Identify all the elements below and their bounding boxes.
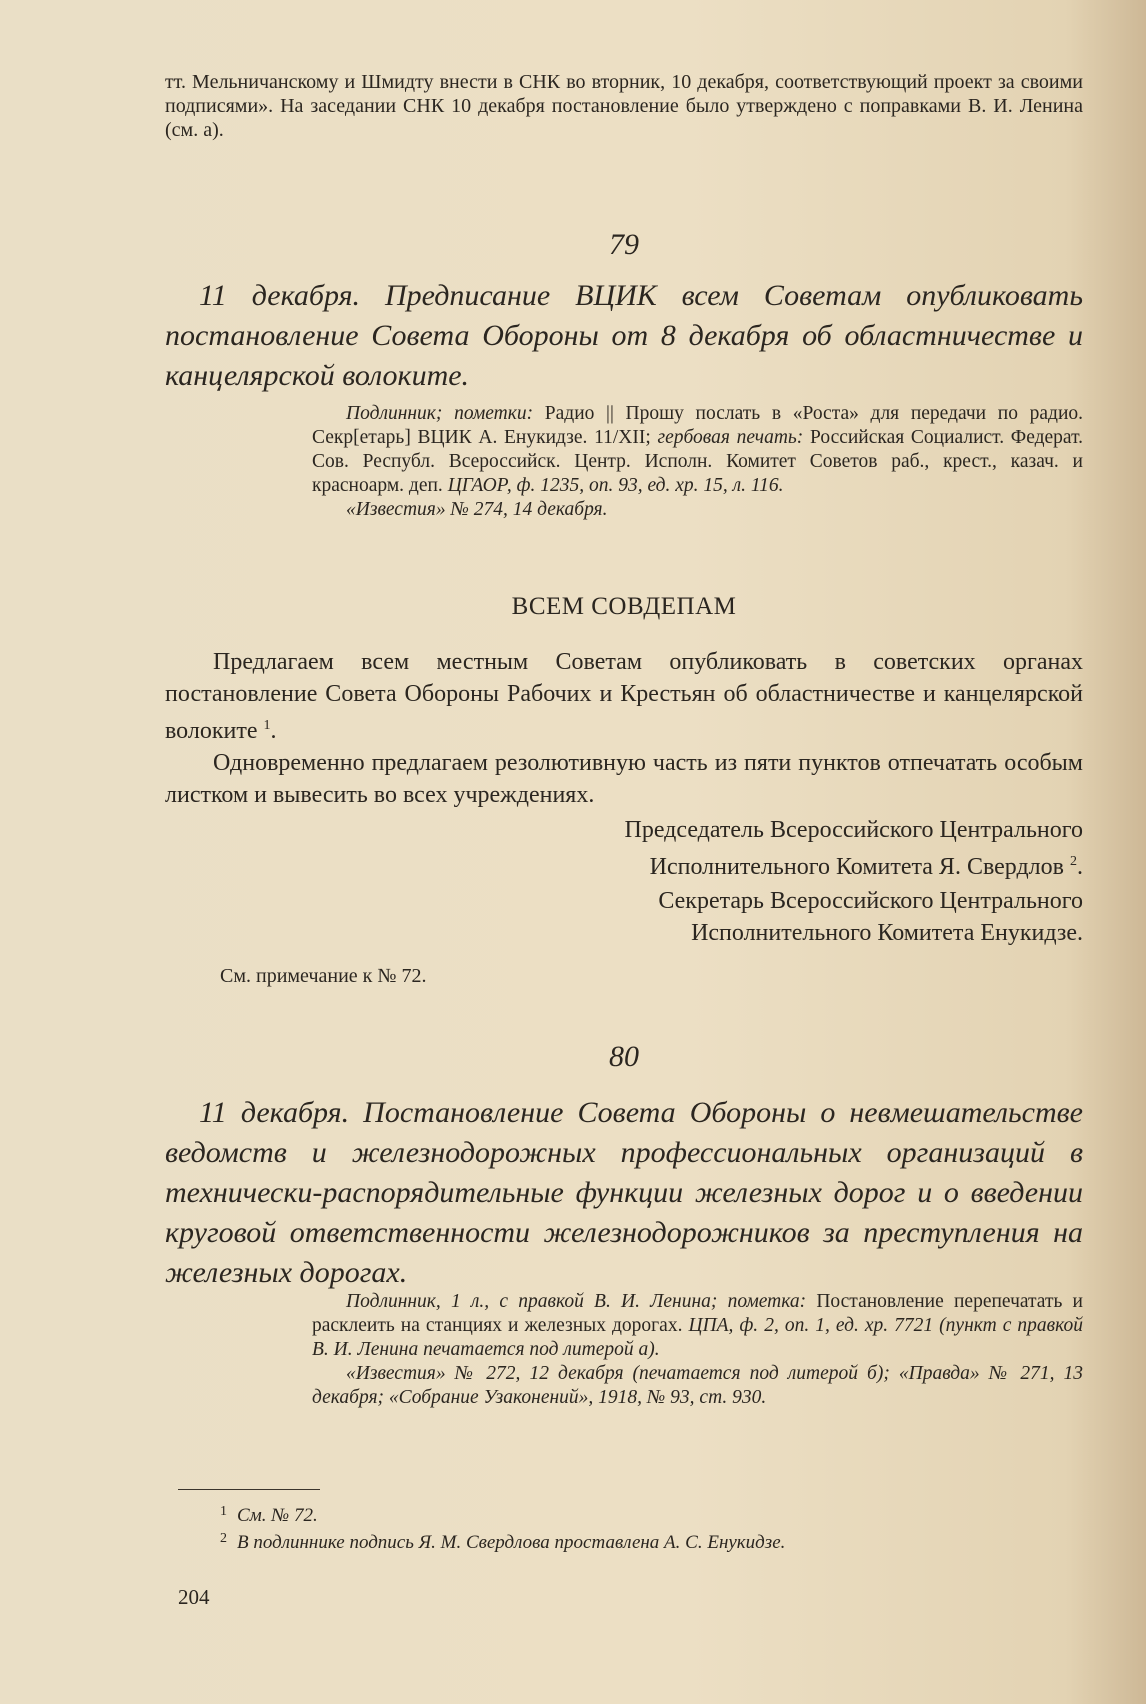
body-paragraph: Предлагаем всем местным Советам опубликовать в советских органах постановление Совета Обороны Рабочих и Крестьян об областничестве и канцелярской волоките $^1$.	[165, 649, 1083, 744]
document-body-79	[165, 646, 1083, 811]
footnote-1: $^1$ См. № 72.	[220, 1504, 318, 1526]
archive-reference: ЦПА, ф. 2, оп. 1, ед. хр. 7721 (пункт с правкой В. И. Ленина печатается под литерой а).	[312, 1315, 1083, 1360]
document-title: ВСЕМ СОВДЕПАМ	[511, 593, 737, 620]
document-number-79: 79	[609, 228, 639, 261]
source-note-79	[312, 402, 1083, 522]
source-text: Радио || Прошу послать в «Роста» для передачи по радио. Секр[етарь] ВЦИК А. Енукидзе. 11/XII;	[312, 403, 1084, 448]
source-text: Постановление перепечатать и расклеить на станциях и железных дорогах.	[312, 1291, 1083, 1336]
cross-reference-note: См. примечание к № 72.	[220, 965, 427, 987]
document-number-80: 80	[609, 1040, 639, 1073]
publication-reference: «Известия» № 272, 12 декабря (печатается под литерой б); «Правда» № 271, 13 декабря; «Собрание Узаконений», 1918, № 93, ст. 930.	[312, 1363, 1083, 1408]
footnote-ref: 1	[263, 718, 271, 733]
footnote-divider	[178, 1489, 320, 1490]
signature-chairman: Председатель Всероссийского Центрального Исполнительного Комитета Я. Свердлов $^2$.	[624, 817, 1083, 880]
document-heading-79: 11 декабря. Предписание ВЦИК всем Советам опубликовать постановление Совета Обороны от 8 декабря об областничестве и канцелярской волоките.	[165, 279, 1083, 392]
footnote-2: $^2$ В подлиннике подпись Я. М. Свердлова проставлена А. С. Енукидзе.	[220, 1531, 786, 1553]
source-label: Подлинник; пометки:	[346, 403, 534, 424]
archive-reference: ЦГАОР, ф. 1235, оп. 93, ед. хр. 15, л. 116.	[447, 475, 784, 496]
page-number: 204	[178, 1585, 210, 1609]
source-label: гербовая печать:	[657, 427, 804, 448]
source-text: Российская Социалист. Федерат. Сов. Республ. Всероссийск. Центр. Исполн. Комитет Советов раб., крест., казач. и красноарм. деп.	[312, 427, 1083, 496]
source-label: Подлинник, 1 л., с правкой В. И. Ленина; пометка:	[346, 1291, 807, 1312]
intro-paragraph: тт. Мельничанскому и Шмидту внести в СНК во вторник, 10 декабря, соответствующий проект за своими подписями». На заседании СНК 10 декабря постановление было утверждено с поправками В. И. Ленина (см. а).	[165, 71, 1083, 141]
body-paragraph: Одновременно предлагаем резолютивную часть из пяти пунктов отпечатать особым листком и вывесить во всех учреждениях.	[165, 750, 1083, 808]
source-note-80	[312, 1290, 1083, 1410]
document-heading-80: 11 декабря. Постановление Совета Обороны о невмешательстве ведомств и железнодорожных профессиональных организаций в технически-распорядительные функции железных дорог и о введении круговой ответственности железнодорожников за преступления на железных дорогах.	[165, 1096, 1083, 1289]
footnote-ref: 2	[1070, 854, 1077, 869]
signature-secretary: Секретарь Всероссийского Центрального Исполнительного Комитета Енукидзе.	[658, 888, 1083, 946]
publication-reference: «Известия» № 274, 14 декабря.	[346, 499, 608, 520]
